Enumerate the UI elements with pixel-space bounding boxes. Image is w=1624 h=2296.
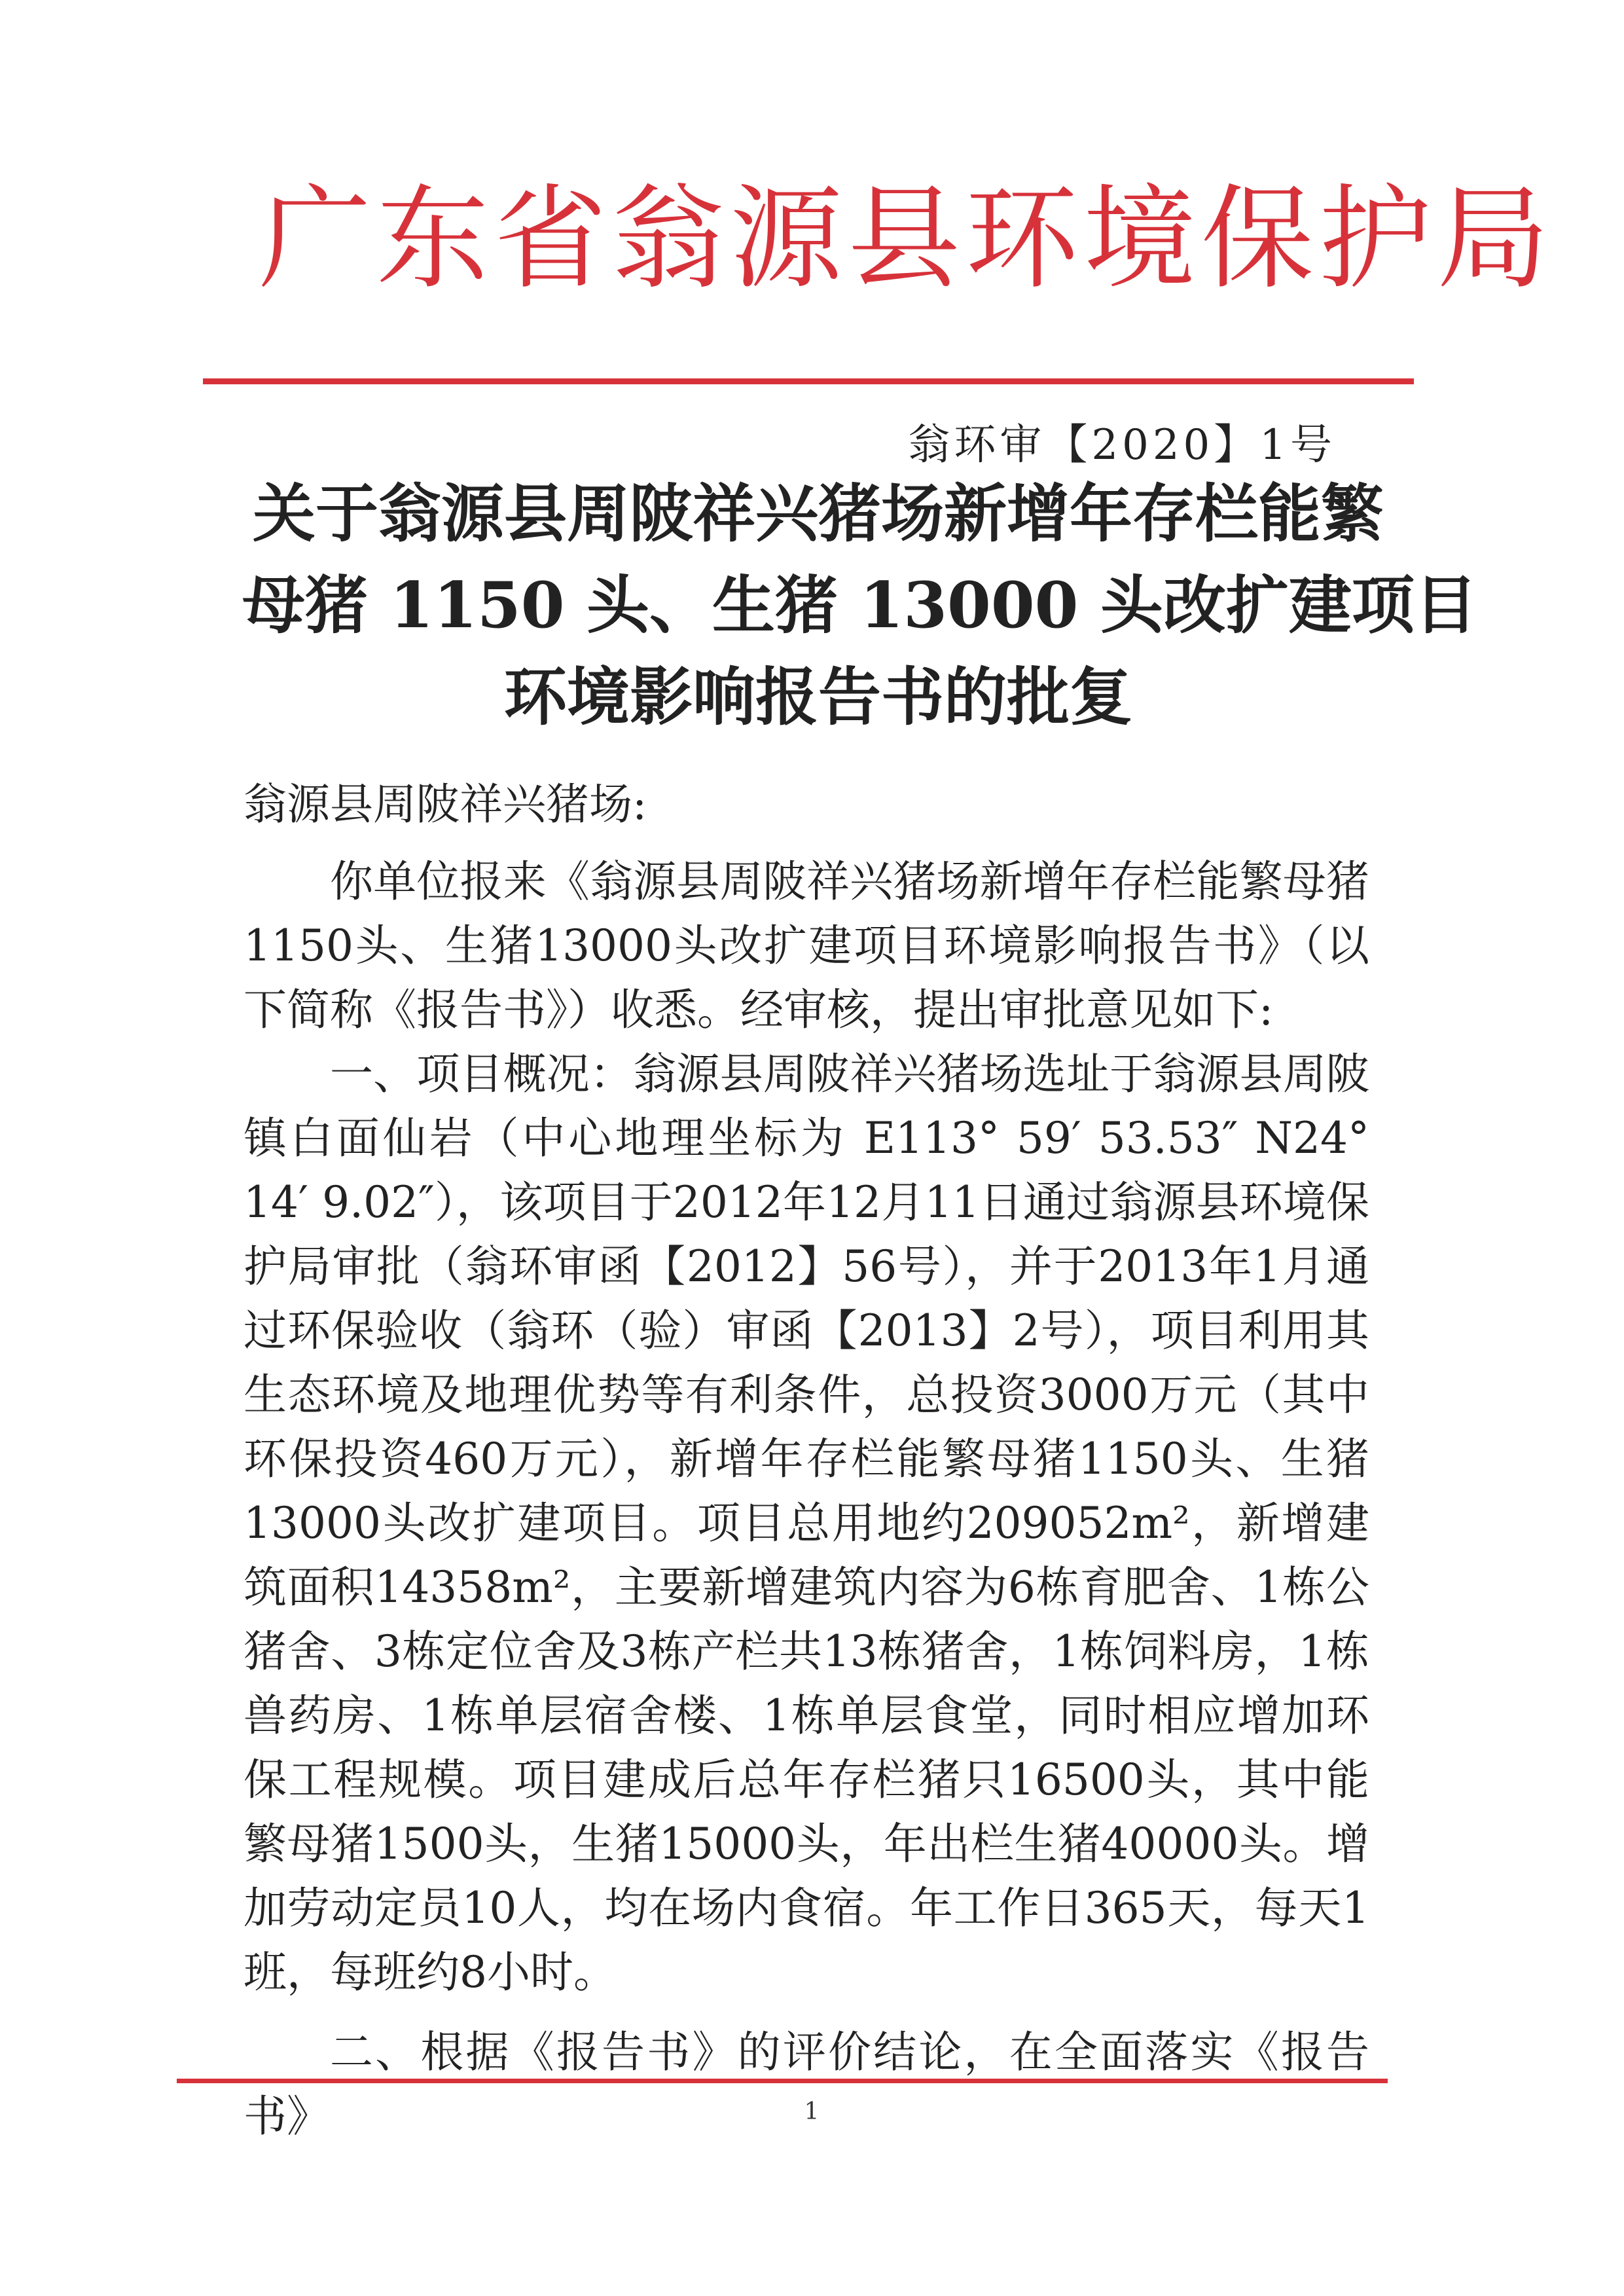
agency-name: 广东省翁源县环境保护局 [259,173,1555,304]
letterhead-divider [203,378,1414,384]
paragraph-project-overview: 一、项目概况：翁源县周陂祥兴猪场选址于翁源县周陂镇白面仙岩（中心地理坐标为 E113° 59′ 53.53″ N24° 14′ 9.02″），该项目于2012年12月11日通过翁源县环境保护局审批（翁环审函【2012】56号），并于2013年1月通过环保验收（翁环（验）审函【2013】2号），项目利用其生态环境及地理优势等有利条件，总投资3000万元（其中环保投资460万元），新增年存栏能繁母猪1150头、生猪13000头改扩建项目。项目总用地约209052m²，新增建筑面积14358m²，主要新增建筑内容为6栋育肥舍、1栋公猪舍、3栋定位舍及3栋产栏共13栋猪舍，1栋饲料房，1栋兽药房、1栋单层宿舍楼、1栋单层食堂，同时相应增加环保工程规模。项目建成后总年存栏猪只16500头，其中能繁母猪1500头，生猪15000头，年出栏生猪40000头。增加劳动定员10人，均在场内食宿。年工作日365天，每天1班，每班约8小时。 [244,1049,1369,1997]
document-number: 翁环审【2020】1号 [908,421,1336,469]
paragraph-intro: 你单位报来《翁源县周陂祥兴猪场新增年存栏能繁母猪1150头、生猪13000头改扩建项目环境影响报告书》（以下简称《报告书》）收悉。经审核，提出审批意见如下: [244,856,1369,1035]
document-body [244,773,1369,2149]
document-title [242,468,1477,743]
paragraph-section-two: 二、根据《报告书》的评价结论，在全面落实《报告书》 [244,2027,1369,2141]
footer-divider [177,2079,1388,2083]
salutation: 翁源县周陂祥兴猪场: [244,779,647,829]
title-line-2: 母猪 1150 头、生猪 13000 头改扩建项目 [242,568,1477,642]
title-line-1: 关于翁源县周陂祥兴猪场新增年存栏能繁 [253,477,1384,551]
title-line-3: 环境影响报告书的批复 [504,660,1132,734]
page-number: 1 [804,2098,820,2125]
